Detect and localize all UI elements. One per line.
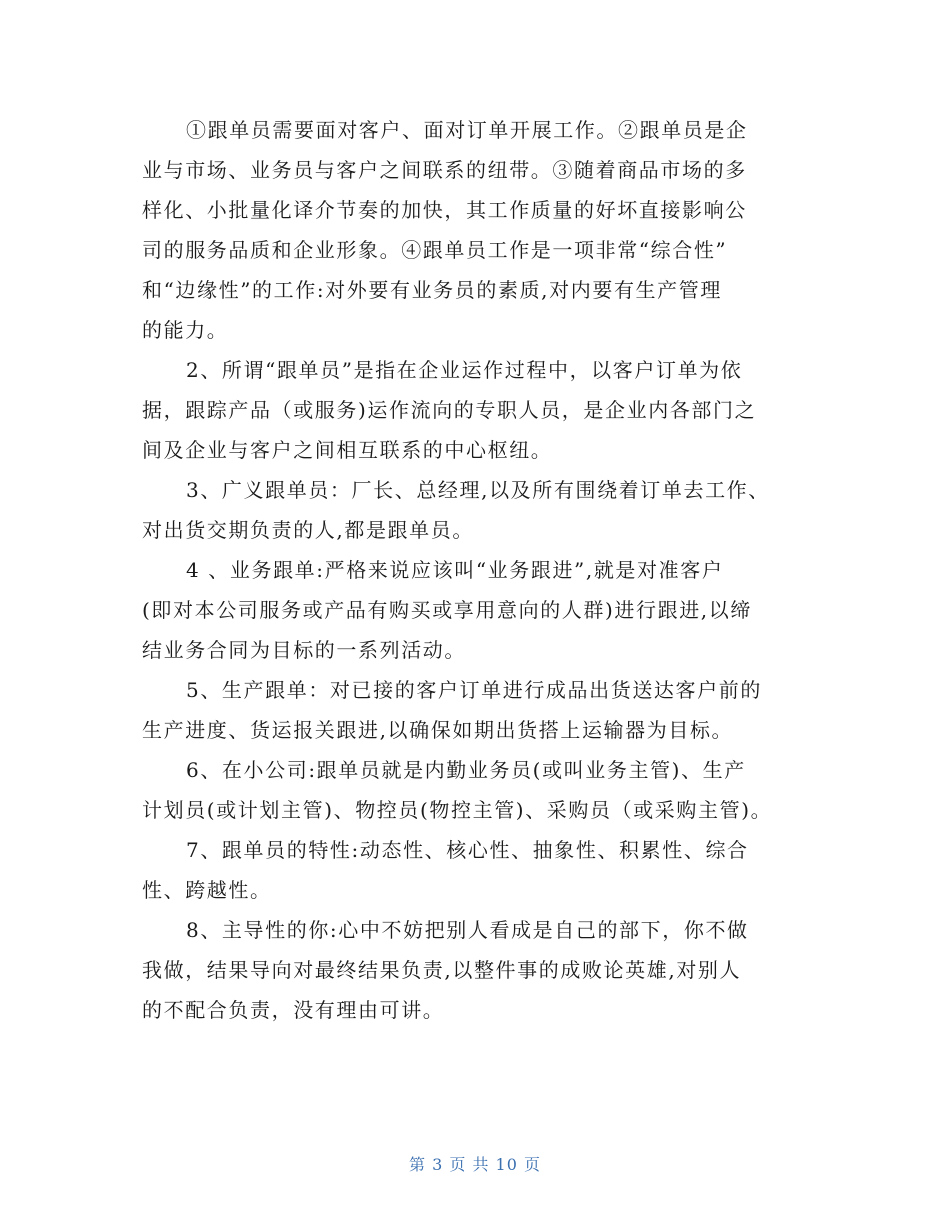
paragraph-6 (142, 750, 822, 830)
paragraph-line: 据，跟踪产品（或服务)运作流向的专职人员，是企业内各部门之 (142, 398, 757, 422)
paragraph-line: 的不配合负责，没有理由可讲。 (142, 998, 445, 1022)
paragraph-4 (142, 550, 822, 670)
paragraph-line: 样化、小批量化译介节奏的加快，其工作质量的好坏直接影响公 (142, 198, 747, 222)
page-number-footer: 第 3 页 共 10 页 (409, 1155, 541, 1174)
paragraph-line: 结业务合同为目标的一系列活动。 (142, 638, 466, 662)
paragraph-line: 2、所谓“跟单员”是指在企业运作过程中，以客户订单为依 (186, 358, 743, 382)
paragraph-1 (142, 110, 822, 350)
paragraph-line: 8、主导性的你:心中不妨把别人看成是自己的部下，你不做 (186, 918, 749, 942)
paragraph-line: 6、在小公司:跟单员就是内勤业务员(或叫业务主管)、生产 (186, 758, 746, 782)
paragraph-line: 7、跟单员的特性:动态性、核心性、抽象性、积累性、综合 (186, 838, 749, 862)
paragraph-line: 的能力。 (142, 318, 229, 342)
paragraph-line: 5、生产跟单：对已接的客户订单进行成品出货送达客户前的 (186, 678, 762, 702)
paragraph-line: ①跟单员需要面对客户、面对订单开展工作。②跟单员是企 (186, 118, 748, 142)
paragraph-line: 性、跨越性。 (142, 878, 272, 902)
paragraph-line: 业与市场、业务员与客户之间联系的纽带。③随着商品市场的多 (142, 158, 747, 182)
paragraph-8 (142, 910, 822, 1030)
paragraph-line: 3、广义跟单员：厂长、总经理,以及所有围绕着订单去工作、 (186, 478, 770, 502)
document-body (142, 110, 822, 1030)
paragraph-line: 和“边缘性”的工作:对外要有业务员的素质,对内要有生产管理 (142, 278, 722, 302)
paragraph-line: 对出货交期负责的人,都是跟单员。 (142, 518, 474, 542)
paragraph-line: 间及企业与客户之间相互联系的中心枢纽。 (142, 438, 553, 462)
paragraph-line: (即对本公司服务或产品有购买或享用意向的人群)进行跟进,以缔 (142, 598, 752, 622)
paragraph-line: 我做，结果导向对最终结果负责,以整件事的成败论英雄,对别人 (142, 958, 742, 982)
paragraph-line: 生产进度、货运报关跟进,以确保如期出货搭上运输器为目标。 (142, 718, 734, 742)
paragraph-2 (142, 350, 822, 470)
paragraph-3 (142, 470, 822, 550)
paragraph-line: 计划员(或计划主管)、物控员(物控主管)、采购员（或采购主管)。 (142, 798, 773, 822)
paragraph-7 (142, 830, 822, 910)
paragraph-line: 司的服务品质和企业形象。④跟单员工作是一项非常“综合性” (142, 238, 728, 262)
paragraph-5 (142, 670, 822, 750)
paragraph-line: 4 、业务跟单:严格来说应该叫“业务跟进”,就是对准客户 (186, 558, 724, 582)
